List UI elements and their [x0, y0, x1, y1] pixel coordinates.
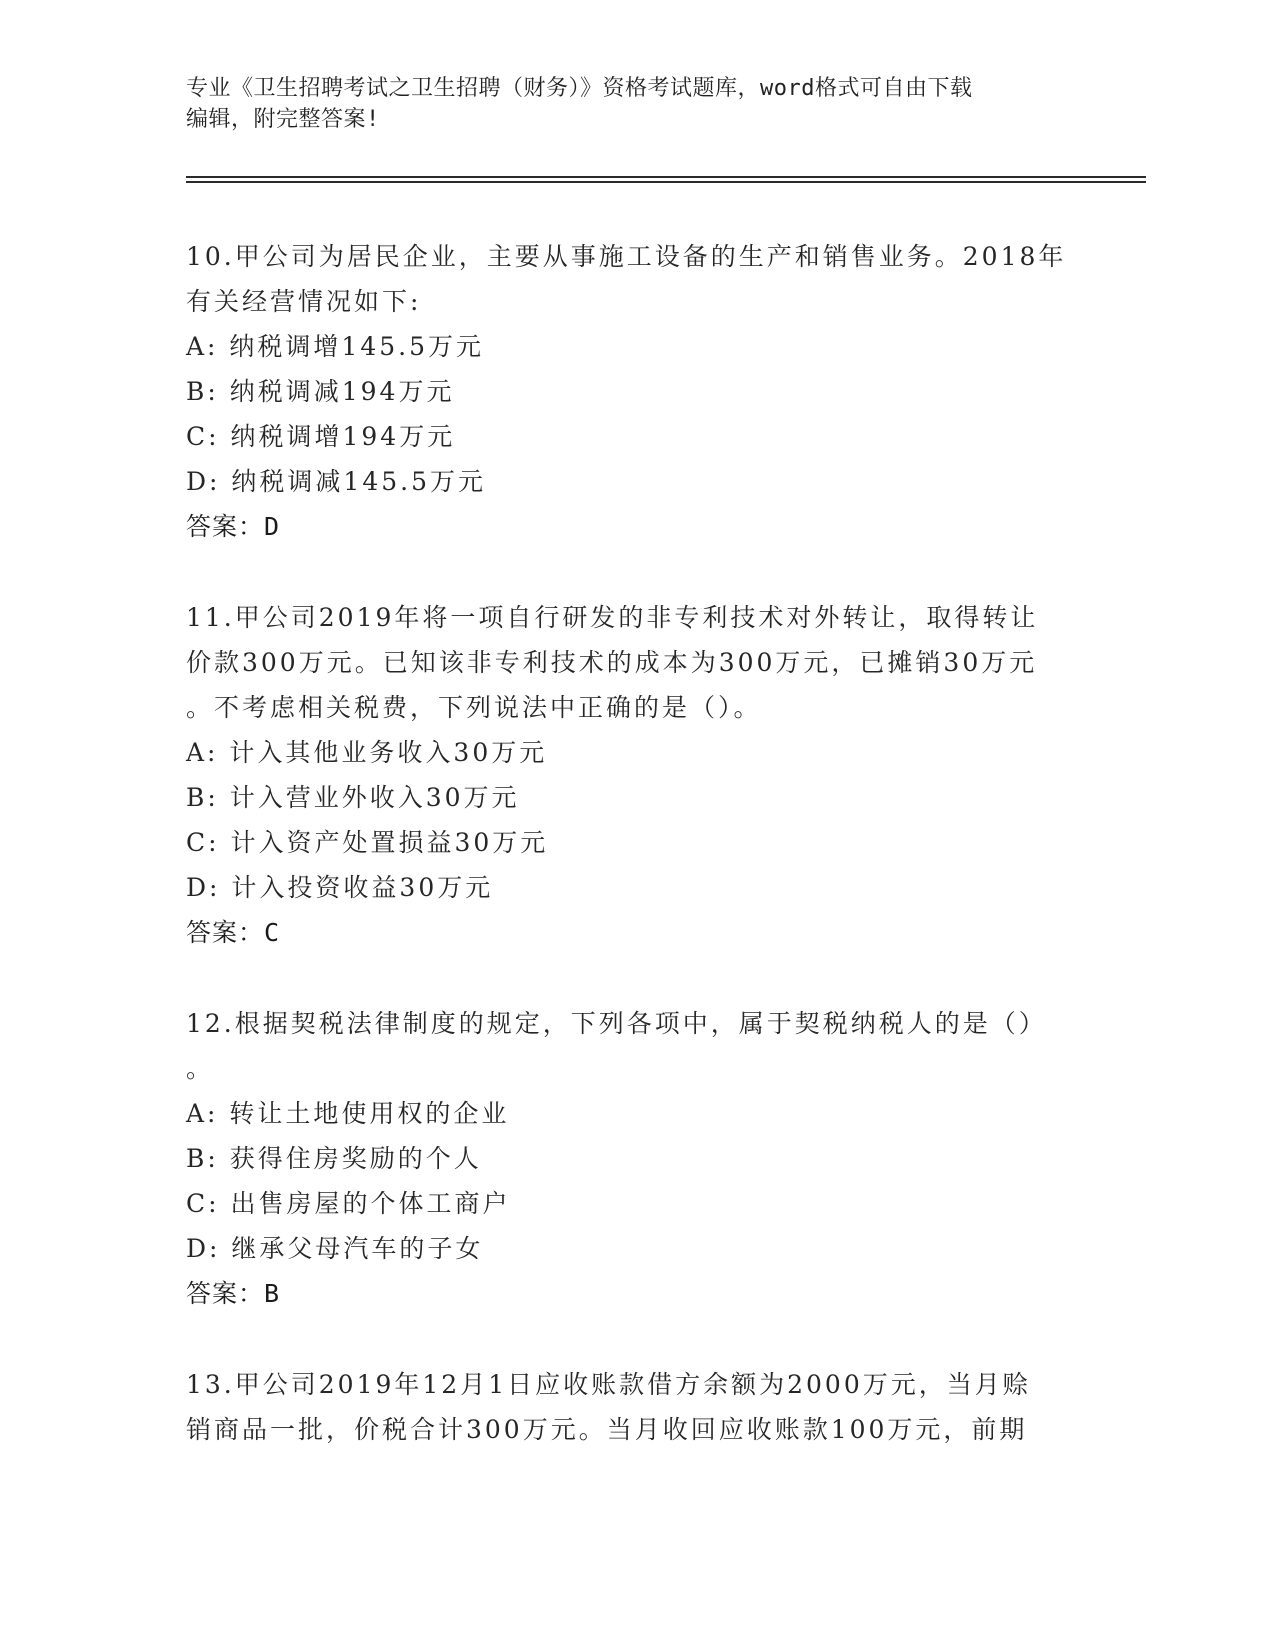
- answer-line: 答案：B: [186, 1279, 281, 1308]
- option-d: D: 计入投资收益30万元: [186, 873, 494, 902]
- header-line-2: 编辑，附完整答案!: [186, 107, 380, 132]
- question-13: [186, 1362, 1086, 1452]
- question-text-line: 价款300万元。已知该非专利技术的成本为300万元，已摊销30万元: [186, 648, 1038, 677]
- option-c: C: 出售房屋的个体工商户: [186, 1189, 511, 1218]
- option-a: A: 转让土地使用权的企业: [186, 1099, 510, 1128]
- question-text-line: 有关经营情况如下:: [186, 287, 422, 316]
- option-a: A: 纳税调增145.5万元: [186, 332, 484, 361]
- question-text-line: 。: [186, 1054, 215, 1083]
- option-b: B: 获得住房奖励的个人: [186, 1144, 482, 1173]
- option-d: D: 纳税调减145.5万元: [186, 467, 486, 496]
- option-a: A: 计入其他业务收入30万元: [186, 738, 548, 767]
- option-d: D: 继承父母汽车的子女: [186, 1234, 484, 1263]
- question-text-line: 11.甲公司2019年将一项自行研发的非专利技术对外转让，取得转让: [186, 603, 1039, 632]
- question-text-line: 销商品一批，价税合计300万元。当月收回应收账款100万元，前期: [186, 1415, 1028, 1444]
- option-b: B: 纳税调减194万元: [186, 377, 455, 406]
- header-line-1: 专业《卫生招聘考试之卫生招聘（财务）》资格考试题库，word格式可自由下载: [186, 76, 973, 101]
- header-divider-top: [186, 176, 1146, 178]
- question-text-line: 12.根据契税法律制度的规定，下列各项中，属于契税纳税人的是（）: [186, 1009, 1047, 1038]
- option-c: C: 计入资产处置损益30万元: [186, 828, 549, 857]
- question-text-line: 。不考虑相关税费，下列说法中正确的是（）。: [186, 693, 762, 722]
- document-header: [186, 73, 1066, 135]
- answer-line: 答案：D: [186, 512, 281, 541]
- question-11: [186, 595, 1086, 955]
- question-text-line: 10.甲公司为居民企业，主要从事施工设备的生产和销售业务。2018年: [186, 242, 1067, 271]
- header-divider-bottom: [186, 181, 1146, 183]
- question-10: [186, 234, 1086, 549]
- question-text-line: 13.甲公司2019年12月1日应收账款借方余额为2000万元，当月赊: [186, 1370, 1031, 1399]
- option-b: B: 计入营业外收入30万元: [186, 783, 520, 812]
- option-c: C: 纳税调增194万元: [186, 422, 456, 451]
- question-list: [186, 234, 1086, 1498]
- question-12: [186, 1001, 1086, 1316]
- answer-line: 答案：C: [186, 918, 281, 947]
